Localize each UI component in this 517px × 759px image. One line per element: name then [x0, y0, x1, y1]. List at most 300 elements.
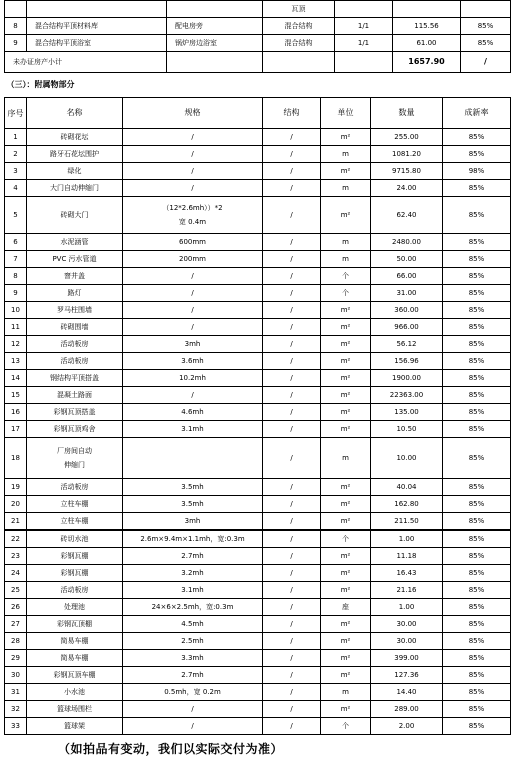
item-name: PVC 污水管道	[27, 251, 123, 268]
item-row	[5, 197, 511, 234]
item-rate: 85%	[443, 197, 511, 234]
property-structure: 瓦顶	[263, 1, 335, 18]
item-rate: 85%	[443, 387, 511, 404]
item-unit: m²	[321, 163, 371, 180]
asset-sheet	[4, 0, 510, 735]
item-name: 活动板房	[27, 479, 123, 496]
item-spec: 0.5mh，宽 0.2m	[123, 684, 263, 701]
item-quantity: 966.00	[371, 319, 443, 336]
item-number: 24	[5, 565, 27, 582]
item-structure: /	[263, 302, 321, 319]
item-number: 26	[5, 599, 27, 616]
item-row	[5, 353, 511, 370]
item-structure: /	[263, 268, 321, 285]
item-rate: 85%	[443, 513, 511, 531]
header-structure: 结构	[263, 98, 321, 129]
item-name: 活动板房	[27, 353, 123, 370]
item-spec: 10.2mh	[123, 370, 263, 387]
item-rate: 85%	[443, 684, 511, 701]
item-row	[5, 513, 511, 531]
item-unit: m²	[321, 421, 371, 438]
item-quantity: 1.00	[371, 599, 443, 616]
item-quantity: 2.00	[371, 718, 443, 735]
item-row	[5, 582, 511, 599]
item-row	[5, 616, 511, 633]
item-structure: /	[263, 684, 321, 701]
item-name: 砖砌围墙	[27, 319, 123, 336]
item-number: 16	[5, 404, 27, 421]
item-name: 活动板房	[27, 336, 123, 353]
item-unit: 个	[321, 268, 371, 285]
item-name: 路灯	[27, 285, 123, 302]
item-unit: m²	[321, 129, 371, 146]
item-spec: 4.5mh	[123, 616, 263, 633]
item-number: 10	[5, 302, 27, 319]
item-unit: m²	[321, 370, 371, 387]
item-quantity: 1081.20	[371, 146, 443, 163]
item-unit: m	[321, 180, 371, 197]
item-name-line: 厂房间自动	[57, 447, 92, 455]
item-row	[5, 163, 511, 180]
item-name: 彩钢瓦棚	[27, 565, 123, 582]
item-spec: /	[123, 285, 263, 302]
item-spec: 4.6mh	[123, 404, 263, 421]
item-row	[5, 180, 511, 197]
item-unit: m²	[321, 197, 371, 234]
item-name: 绿化	[27, 163, 123, 180]
item-row	[5, 548, 511, 565]
header-spec: 规格	[123, 98, 263, 129]
property-rate: 85%	[461, 35, 511, 52]
subtotal-value: 1657.90	[393, 52, 461, 73]
item-number: 15	[5, 387, 27, 404]
item-structure: /	[263, 353, 321, 370]
footer-note: （如拍品有变动，我们以实际交付为准）	[58, 742, 284, 756]
item-name: 水泥涵管	[27, 234, 123, 251]
item-spec: 3.3mh	[123, 650, 263, 667]
item-structure: /	[263, 336, 321, 353]
property-area: 61.00	[393, 35, 461, 52]
item-quantity: 1.00	[371, 530, 443, 548]
item-unit: 座	[321, 599, 371, 616]
item-unit: m²	[321, 513, 371, 531]
item-name: 彩钢瓦顶鸡舍	[27, 421, 123, 438]
item-row	[5, 701, 511, 718]
item-name-line: 伸缩门	[64, 461, 85, 469]
item-name: 简易车棚	[27, 650, 123, 667]
item-unit: m²	[321, 353, 371, 370]
item-row	[5, 530, 511, 548]
item-unit: m²	[321, 616, 371, 633]
item-quantity: 31.00	[371, 285, 443, 302]
item-name: 路牙石花坛围护	[27, 146, 123, 163]
item-unit: m	[321, 438, 371, 479]
item-number: 32	[5, 701, 27, 718]
item-name: 小水池	[27, 684, 123, 701]
item-quantity: 50.00	[371, 251, 443, 268]
item-row	[5, 319, 511, 336]
item-quantity: 56.12	[371, 336, 443, 353]
item-number: 21	[5, 513, 27, 531]
item-structure: /	[263, 197, 321, 234]
item-rate: 85%	[443, 268, 511, 285]
item-structure: /	[263, 582, 321, 599]
item-spec: /	[123, 387, 263, 404]
item-spec	[123, 438, 263, 479]
item-unit: m²	[321, 633, 371, 650]
item-structure: /	[263, 701, 321, 718]
item-number: 12	[5, 336, 27, 353]
item-unit: m	[321, 684, 371, 701]
item-rate: 85%	[443, 319, 511, 336]
property-name	[27, 1, 167, 18]
header-no: 序号	[5, 98, 27, 129]
item-rate: 85%	[443, 530, 511, 548]
item-quantity: 289.00	[371, 701, 443, 718]
item-spec: 600mm	[123, 234, 263, 251]
item-row	[5, 251, 511, 268]
item-row	[5, 438, 511, 479]
item-number: 6	[5, 234, 27, 251]
table-header	[5, 98, 511, 129]
item-row	[5, 387, 511, 404]
item-spec: /	[123, 319, 263, 336]
item-spec: 3.1mh	[123, 582, 263, 599]
item-rate: 85%	[443, 251, 511, 268]
item-row	[5, 234, 511, 251]
item-structure: /	[263, 285, 321, 302]
item-rate: 85%	[443, 565, 511, 582]
item-quantity: 399.00	[371, 650, 443, 667]
item-number: 29	[5, 650, 27, 667]
section-title-row	[5, 73, 511, 98]
item-spec: /	[123, 701, 263, 718]
subtotal-row	[5, 52, 511, 73]
item-unit: m²	[321, 667, 371, 684]
item-row	[5, 650, 511, 667]
property-location: 锅炉房边浴室	[167, 35, 263, 52]
item-name	[27, 438, 123, 479]
property-name: 混合结构平顶浴室	[27, 35, 167, 52]
item-structure: /	[263, 234, 321, 251]
item-rate: 85%	[443, 285, 511, 302]
item-number: 11	[5, 319, 27, 336]
item-name: 彩钢瓦棚	[27, 548, 123, 565]
item-structure: /	[263, 146, 321, 163]
item-quantity: 66.00	[371, 268, 443, 285]
item-structure: /	[263, 438, 321, 479]
item-spec: 3.2mh	[123, 565, 263, 582]
item-quantity: 30.00	[371, 616, 443, 633]
item-name: 立柱车棚	[27, 496, 123, 513]
item-quantity: 2480.00	[371, 234, 443, 251]
item-quantity: 255.00	[371, 129, 443, 146]
item-number: 23	[5, 548, 27, 565]
property-rate	[461, 1, 511, 18]
item-unit: m²	[321, 336, 371, 353]
item-rate: 85%	[443, 599, 511, 616]
item-spec: 3mh	[123, 336, 263, 353]
item-quantity: 22363.00	[371, 387, 443, 404]
property-ratio: 1/1	[335, 18, 393, 35]
item-quantity: 156.96	[371, 353, 443, 370]
row-number: 8	[5, 18, 27, 35]
item-name: 砖砌大门	[27, 197, 123, 234]
item-spec: 3.1mh	[123, 421, 263, 438]
item-spec: /	[123, 129, 263, 146]
item-row	[5, 285, 511, 302]
item-row	[5, 633, 511, 650]
item-structure: /	[263, 370, 321, 387]
item-spec-line: （12*2.6mh））*2	[162, 204, 223, 212]
item-rate: 85%	[443, 582, 511, 599]
item-name: 彩钢瓦顶搭盖	[27, 404, 123, 421]
header-name: 名称	[27, 98, 123, 129]
item-spec: /	[123, 180, 263, 197]
item-row	[5, 479, 511, 496]
item-unit: m²	[321, 565, 371, 582]
item-rate: 85%	[443, 146, 511, 163]
item-structure: /	[263, 548, 321, 565]
item-unit: m²	[321, 496, 371, 513]
item-number: 5	[5, 197, 27, 234]
item-spec: 3.5mh	[123, 479, 263, 496]
item-number: 8	[5, 268, 27, 285]
item-rate: 85%	[443, 180, 511, 197]
header-unit: 单位	[321, 98, 371, 129]
item-quantity: 162.80	[371, 496, 443, 513]
item-unit: m	[321, 251, 371, 268]
item-spec: 3.6mh	[123, 353, 263, 370]
item-spec: 2.7mh	[123, 667, 263, 684]
item-number: 14	[5, 370, 27, 387]
item-structure: /	[263, 251, 321, 268]
item-name: 砖砌花坛	[27, 129, 123, 146]
item-rate: 85%	[443, 701, 511, 718]
item-unit: m²	[321, 319, 371, 336]
item-unit: m²	[321, 479, 371, 496]
item-unit: m²	[321, 650, 371, 667]
property-ratio	[335, 1, 393, 18]
item-structure: /	[263, 387, 321, 404]
item-structure: /	[263, 421, 321, 438]
item-number: 20	[5, 496, 27, 513]
item-structure: /	[263, 129, 321, 146]
item-structure: /	[263, 718, 321, 735]
item-name: 简易车棚	[27, 633, 123, 650]
item-structure: /	[263, 513, 321, 531]
subtotal-mark: /	[461, 52, 511, 73]
item-quantity: 21.16	[371, 582, 443, 599]
unlicensed-property-table	[4, 0, 511, 98]
item-rate: 85%	[443, 667, 511, 684]
item-structure: /	[263, 404, 321, 421]
property-location: 配电房旁	[167, 18, 263, 35]
item-unit: m²	[321, 701, 371, 718]
item-rate: 85%	[443, 479, 511, 496]
item-rate: 85%	[443, 421, 511, 438]
item-number: 2	[5, 146, 27, 163]
property-area: 115.56	[393, 18, 461, 35]
item-structure: /	[263, 616, 321, 633]
item-quantity: 10.00	[371, 438, 443, 479]
item-number: 33	[5, 718, 27, 735]
item-quantity: 127.36	[371, 667, 443, 684]
item-quantity: 11.18	[371, 548, 443, 565]
item-rate: 85%	[443, 496, 511, 513]
item-row	[5, 146, 511, 163]
item-rate: 98%	[443, 163, 511, 180]
item-name: 篮球场围栏	[27, 701, 123, 718]
item-name: 彩钢瓦顶车棚	[27, 667, 123, 684]
item-spec: /	[123, 163, 263, 180]
property-row	[5, 18, 511, 35]
item-name: 钢结构平顶搭盖	[27, 370, 123, 387]
item-unit: m	[321, 146, 371, 163]
item-quantity: 1900.00	[371, 370, 443, 387]
item-structure: /	[263, 496, 321, 513]
item-number: 13	[5, 353, 27, 370]
header-rate: 成新率	[443, 98, 511, 129]
item-number: 18	[5, 438, 27, 479]
item-row	[5, 370, 511, 387]
item-row	[5, 667, 511, 684]
property-rate: 85%	[461, 18, 511, 35]
item-rate: 85%	[443, 438, 511, 479]
item-quantity: 9715.80	[371, 163, 443, 180]
item-quantity: 62.40	[371, 197, 443, 234]
item-unit: m	[321, 234, 371, 251]
item-number: 30	[5, 667, 27, 684]
item-row	[5, 718, 511, 735]
item-name: 篮球架	[27, 718, 123, 735]
item-rate: 85%	[443, 404, 511, 421]
property-ratio: 1/1	[335, 35, 393, 52]
item-row	[5, 684, 511, 701]
item-number: 4	[5, 180, 27, 197]
item-rate: 85%	[443, 353, 511, 370]
item-number: 1	[5, 129, 27, 146]
item-rate: 85%	[443, 616, 511, 633]
item-unit: 个	[321, 285, 371, 302]
item-structure: /	[263, 565, 321, 582]
item-quantity: 24.00	[371, 180, 443, 197]
item-spec: 3mh	[123, 513, 263, 531]
item-name: 大门自动伸缩门	[27, 180, 123, 197]
item-rate: 85%	[443, 718, 511, 735]
item-name: 处理池	[27, 599, 123, 616]
item-number: 31	[5, 684, 27, 701]
item-spec: /	[123, 718, 263, 735]
item-spec: 2.6m×9.4m×1.1mh，宽:0.3m	[123, 530, 263, 548]
item-number: 9	[5, 285, 27, 302]
item-unit: m²	[321, 387, 371, 404]
item-unit: m²	[321, 582, 371, 599]
item-row	[5, 565, 511, 582]
item-quantity: 40.04	[371, 479, 443, 496]
item-spec: /	[123, 146, 263, 163]
item-spec: 2.7mh	[123, 548, 263, 565]
item-number: 3	[5, 163, 27, 180]
item-name: 窨井盖	[27, 268, 123, 285]
property-area	[393, 1, 461, 18]
header-qty: 数量	[371, 98, 443, 129]
item-structure: /	[263, 650, 321, 667]
item-number: 28	[5, 633, 27, 650]
item-row	[5, 496, 511, 513]
item-unit: 个	[321, 530, 371, 548]
item-quantity: 16.43	[371, 565, 443, 582]
item-row	[5, 268, 511, 285]
row-number	[5, 1, 27, 18]
item-quantity: 30.00	[371, 633, 443, 650]
item-row	[5, 421, 511, 438]
appurtenance-table	[4, 97, 511, 735]
item-spec: 2.5mh	[123, 633, 263, 650]
row-number: 9	[5, 35, 27, 52]
item-row	[5, 129, 511, 146]
item-rate: 85%	[443, 633, 511, 650]
item-unit: m²	[321, 548, 371, 565]
item-row	[5, 599, 511, 616]
item-number: 7	[5, 251, 27, 268]
item-rate: 85%	[443, 336, 511, 353]
item-rate: 85%	[443, 370, 511, 387]
item-quantity: 360.00	[371, 302, 443, 319]
item-name: 立柱车棚	[27, 513, 123, 531]
item-rate: 85%	[443, 234, 511, 251]
item-structure: /	[263, 667, 321, 684]
item-structure: /	[263, 163, 321, 180]
item-name: 混凝土路面	[27, 387, 123, 404]
item-structure: /	[263, 530, 321, 548]
subtotal-label: 未办证房产小计	[5, 52, 167, 73]
item-number: 17	[5, 421, 27, 438]
item-quantity: 10.50	[371, 421, 443, 438]
item-structure: /	[263, 180, 321, 197]
item-row	[5, 302, 511, 319]
item-structure: /	[263, 599, 321, 616]
item-number: 22	[5, 530, 27, 548]
item-spec-line: 宽 0.4m	[178, 218, 207, 226]
item-number: 27	[5, 616, 27, 633]
item-row	[5, 404, 511, 421]
item-rate: 85%	[443, 548, 511, 565]
item-unit: m²	[321, 302, 371, 319]
item-spec: 200mm	[123, 251, 263, 268]
section-title: （三）：附属物部分	[5, 73, 511, 98]
item-spec: 24×6×2.5mh，宽:0.3m	[123, 599, 263, 616]
item-structure: /	[263, 319, 321, 336]
item-unit: 个	[321, 718, 371, 735]
item-name: 活动板房	[27, 582, 123, 599]
item-quantity: 135.00	[371, 404, 443, 421]
item-quantity: 211.50	[371, 513, 443, 531]
item-number: 19	[5, 479, 27, 496]
item-structure: /	[263, 633, 321, 650]
item-quantity: 14.40	[371, 684, 443, 701]
item-structure: /	[263, 479, 321, 496]
property-location	[167, 1, 263, 18]
item-name: 彩钢瓦顶棚	[27, 616, 123, 633]
item-spec: /	[123, 268, 263, 285]
item-number: 25	[5, 582, 27, 599]
item-rate: 85%	[443, 302, 511, 319]
item-rate: 85%	[443, 129, 511, 146]
item-unit: m²	[321, 404, 371, 421]
item-spec	[123, 197, 263, 234]
property-structure: 混合结构	[263, 35, 335, 52]
